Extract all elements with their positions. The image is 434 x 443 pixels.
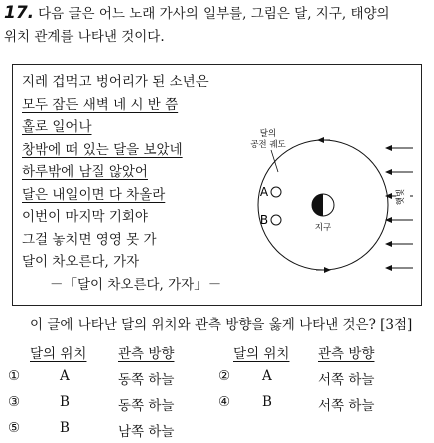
poem-line: 그걸 놓치면 영영 못 가 [22, 231, 157, 248]
choice-5-position: B [60, 420, 70, 436]
header-moon-position-right: 달의 위치 [233, 346, 290, 362]
choice-3-position: B [60, 394, 70, 410]
poem-source: －「달이 차오른다, 가자」－ [50, 276, 222, 293]
poem-line-underlined: 모두 잠든 새벽 네 시 반 쯤 [22, 96, 179, 113]
choice-2-marker[interactable]: ② [218, 368, 231, 384]
header-observe-direction-right: 관측 방향 [318, 346, 375, 362]
choice-3-direction: 동쪽 하늘 [118, 398, 175, 414]
choice-5-marker[interactable]: ⑤ [8, 420, 21, 436]
orbit-label-1: 달의 [259, 129, 277, 139]
moon-orbit-diagram [218, 110, 418, 295]
choice-4-marker[interactable]: ④ [218, 394, 231, 410]
question-prompt-2: 위치 관계를 나타낸 것이다. [4, 29, 165, 45]
position-b-label: B [259, 213, 269, 227]
header-observe-direction-left: 관측 방향 [118, 346, 175, 362]
choice-1-direction: 동쪽 하늘 [118, 372, 175, 388]
poem-line: 이번이 마지막 기회야 [22, 209, 148, 225]
passage-box [12, 64, 422, 306]
orbit-label-2: 공전 궤도 [250, 140, 286, 150]
question-header [4, 2, 432, 49]
poem-line-underlined: 창밖에 떠 있는 달을 보았네 [22, 141, 183, 158]
choice-1-marker[interactable]: ① [8, 368, 21, 384]
poem-line: 달이 차오른다, 가자 [22, 254, 140, 270]
poem [22, 71, 221, 296]
choice-2-position: A [262, 368, 272, 384]
poem-line-underlined: 하루밖에 남질 않았어 [22, 164, 148, 180]
question-prompt-1: 다음 글은 어느 노래 가사의 일부를, 그림은 달, 지구, 태양의 [38, 6, 390, 22]
choice-2-direction: 서쪽 하늘 [318, 372, 375, 388]
choice-4-direction: 서쪽 하늘 [318, 398, 375, 414]
position-a-label: A [259, 185, 269, 199]
question-line-1 [4, 2, 432, 26]
poem-line-underlined: 달은 내일이면 다 차올라 [22, 186, 166, 203]
question-ask: 이 글에 나타난 달의 위치와 관측 방향을 옳게 나타낸 것은? [3점] [30, 317, 413, 333]
choice-5-direction: 남쪽 하늘 [118, 424, 175, 440]
choice-3-marker[interactable]: ③ [8, 394, 21, 410]
moon-position-a [271, 187, 281, 197]
poem-line-underlined: 홀로 일어나 [22, 119, 92, 135]
choice-4-position: B [262, 394, 272, 410]
header-moon-position-left: 달의 위치 [30, 346, 87, 362]
earth-night-side [312, 194, 323, 216]
poem-line: 지레 겁먹고 벙어리가 된 소년은 [22, 74, 209, 90]
sunlight-label: 햇빛 [396, 188, 406, 206]
earth-label: 지구 [314, 223, 332, 233]
moon-position-b [271, 215, 281, 225]
question-number: 17. [4, 3, 35, 23]
choice-1-position: A [60, 368, 70, 384]
